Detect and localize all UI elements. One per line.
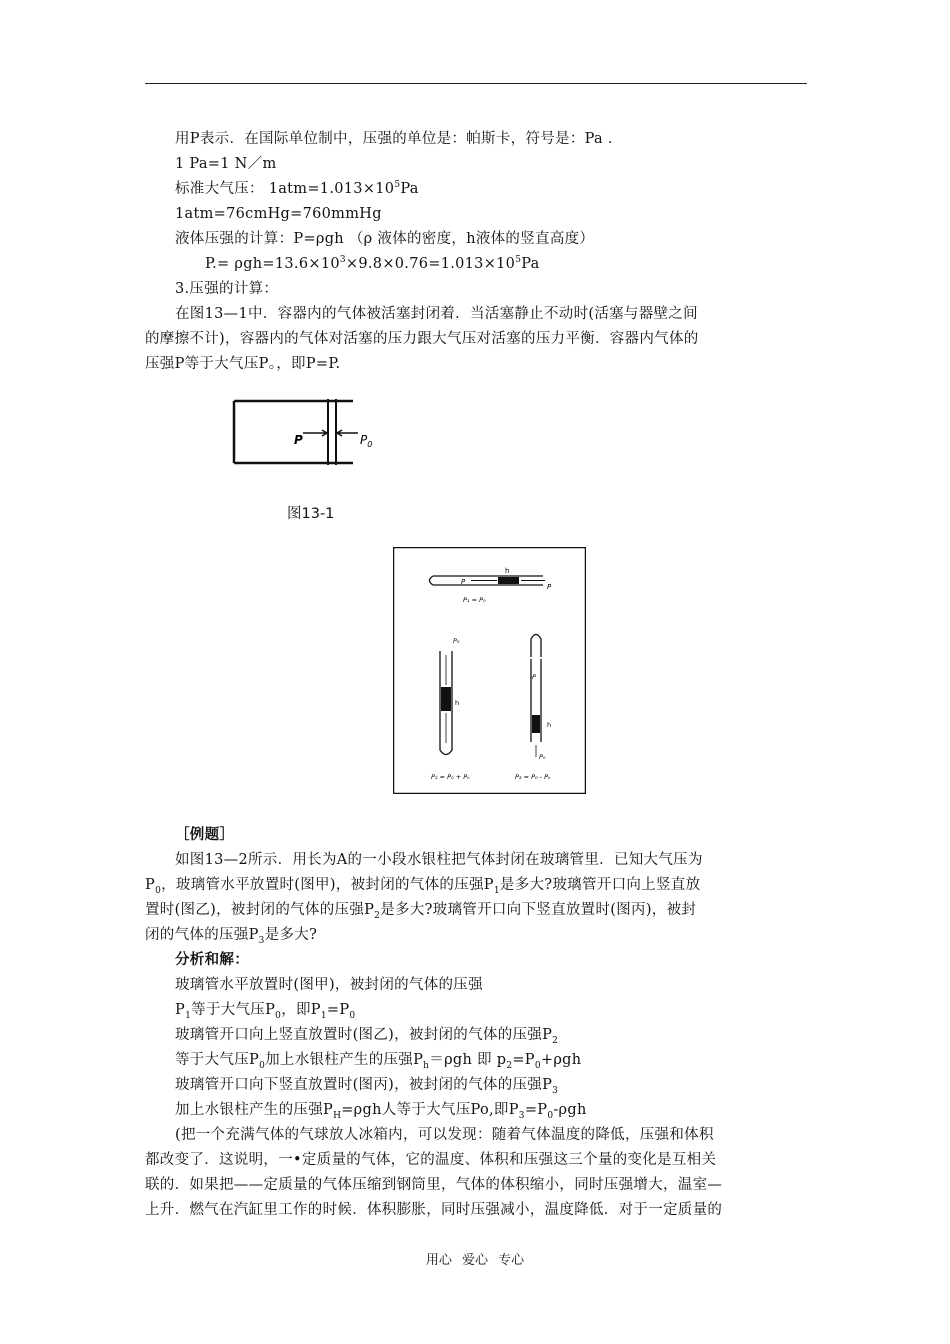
- equation-2: P₂ = P₀ + Pₕ: [431, 773, 470, 781]
- label-hb: h: [455, 699, 460, 707]
- label-p0b: P₀: [453, 637, 460, 645]
- text-line: 在图13—1中．容器内的气体被活塞封闭着．当活塞静止不动时(活塞与器壁之间: [175, 306, 698, 322]
- section-heading: 3.压强的计算：: [175, 281, 279, 297]
- label-p1: P: [461, 578, 466, 586]
- equation-1: P₁ = P₀: [463, 596, 486, 604]
- label-p3: P: [532, 673, 536, 681]
- label-p0: $P_0$: [360, 433, 373, 449]
- figure-caption: 图13-1: [287, 506, 335, 522]
- text-line: 玻璃管开口向上竖直放置时(图乙)，被封闭的气体的压强$P_2$: [175, 1027, 559, 1046]
- text-line: 液体压强的计算：P=ρgh （ρ 液体的密度，h液体的竖直高度）: [175, 231, 595, 247]
- text-line: 标准大气压： $1atm=1.013\times 10^5Pa$: [175, 180, 419, 197]
- text-line: $P_0$，玻璃管水平放置时(图甲)，被封闭的气体的压强$P_1$是多大?玻璃管开口向上竖直放: [145, 877, 701, 896]
- example-heading: ［例题］: [175, 827, 235, 843]
- page-footer: 用心 爱心 专心: [425, 1253, 525, 1268]
- label-p0: P: [547, 583, 552, 591]
- text-line: 加上水银柱产生的压强$P_H=\rho gh$人等于大气压Po,即$P_3=P_0$-ρgh: [175, 1102, 587, 1121]
- header-rule: [145, 83, 807, 84]
- text-line: 用P表示．在国际单位制中，压强的单位是：帕斯卡，符号是：Pa ．: [175, 131, 623, 147]
- text-line: 1atm=76cmHg=760mmHg: [175, 206, 382, 222]
- text-line: 等于大气压$P_0$加上水银柱产生的压强$P_h=\rho gh$ 即 $p_2=P_0+\rho gh$: [175, 1052, 582, 1071]
- text-line: $P.= \rho gh=13.6\times 10^3\times 9.8\times 0.76=1.013\times 10^5Pa$: [205, 255, 540, 272]
- text-line: 置时(图乙)，被封闭的气体的压强$P_2$是多大?玻璃管开口向下竖直放置时(图丙)，被封: [145, 902, 697, 921]
- text-line: 玻璃管开口向下竖直放置时(图丙)，被封闭的气体的压强$P_3$: [175, 1077, 559, 1096]
- text-line: 如图13—2所示．用长为A的一小段水银柱把气体封闭在玻璃管里．已知大气压为: [175, 852, 703, 868]
- text-line: (把一个充满气体的气球放人冰箱内，可以发现：随着气体温度的降低，压强和体积: [175, 1127, 714, 1143]
- label-p0c: P₀: [539, 753, 546, 761]
- text-line: 玻璃管水平放置时(图甲)，被封闭的气体的压强: [175, 977, 483, 993]
- text-line: 的摩擦不计)，容器内的气体对活塞的压力跟大气压对活塞的压力平衡．容器内气体的: [145, 331, 699, 347]
- text-line: 上升．燃气在汽缸里工作的时候．体积膨胀，同时压强减小，温度降低．对于一定质量的: [145, 1202, 723, 1218]
- text-line: $P_1$等于大气压$P_0$，即$P_1=P_0$: [175, 1002, 356, 1021]
- equation-3: P₃ = P₀ - Pₕ: [515, 773, 551, 781]
- label-h: h: [505, 567, 510, 575]
- figure-13-1: [228, 395, 388, 470]
- text-line: 压强P等于大气压P。，即P=P.: [145, 356, 341, 372]
- figure-13-2: [393, 547, 586, 794]
- text-line: 1 Pa=1 N／m: [175, 156, 277, 172]
- text-line: 联的．如果把——定质量的气体压缩到钢筒里，气体的体积缩小，同时压强增大，温室—: [145, 1177, 723, 1193]
- label-hc: h: [547, 721, 552, 729]
- text-line: 都改变了．这说明，一•定质量的气体，它的温度、体积和压强这三个量的变化是互相关: [145, 1152, 717, 1168]
- text-line: 闭的气体的压强$P_3$是多大?: [145, 927, 318, 946]
- label-p: P: [294, 433, 303, 447]
- analysis-heading: 分析和解：: [175, 952, 249, 968]
